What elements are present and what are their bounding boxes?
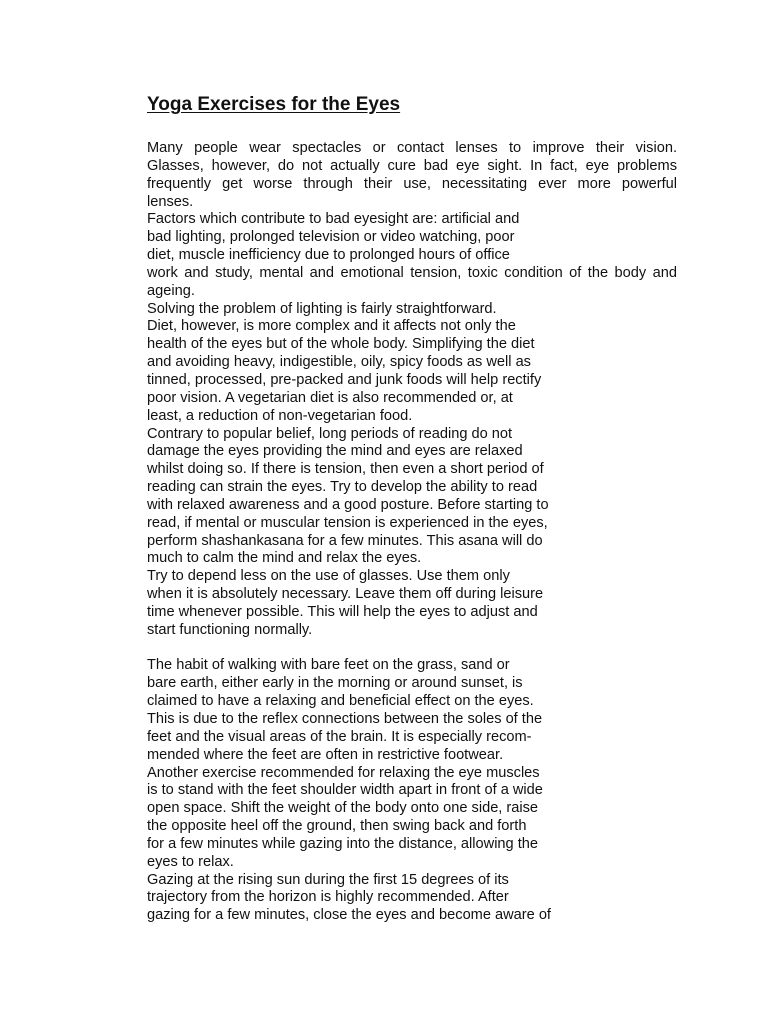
text-line: read, if mental or muscular tension is experienced in the eyes, [147,514,548,531]
text-line: bad lighting, prolonged television or video watching, poor [147,229,515,246]
text-line: Try to depend less on the use of glasses. Use them only [147,568,510,585]
text-line: frequently get worse through their use, necessitating ever more powerful [147,175,677,192]
text-line: diet, muscle inefficiency due to prolonged hours of office [147,247,510,264]
text-line: Diet, however, is more complex and it affects not only the [147,318,516,335]
text-line: health of the eyes but of the whole body. Simplifying the diet [147,336,535,353]
text-line: whilst doing so. If there is tension, then even a short period of [147,461,544,478]
text-line: reading can strain the eyes. Try to develop the ability to read [147,479,538,496]
text-line: much to calm the mind and relax the eyes. [147,550,422,567]
text-line: damage the eyes providing the mind and eyes are relaxed [147,443,523,460]
document-title: Yoga Exercises for the Eyes [147,94,401,115]
text-line: and avoiding heavy, indigestible, oily, spicy foods as well as [147,354,531,371]
text-line: work and study, mental and emotional tension, toxic condition of the body and [147,264,677,281]
document-body [147,140,677,925]
text-line: the opposite heel off the ground, then swing back and forth [147,818,527,835]
text-line: poor vision. A vegetarian diet is also recommended or, at [147,389,513,406]
text-line: bare earth, either early in the morning or around sunset, is [147,675,523,692]
text-line: least, a reduction of non-vegetarian food. [147,407,413,424]
text-line: The habit of walking with bare feet on the grass, sand or [147,657,510,674]
text-line: when it is absolutely necessary. Leave them off during leisure [147,586,544,603]
text-line: eyes to relax. [147,853,234,870]
text-line: Many people wear spectacles or contact lenses to improve their vision. [147,140,677,156]
text-line: for a few minutes while gazing into the distance, allowing the [147,835,539,852]
text-line: Contrary to popular belief, long periods of reading do not [147,425,513,442]
text-line: This is due to the reflex connections between the soles of the [147,711,543,727]
text-line: start functioning normally. [147,621,313,638]
text-line: Factors which contribute to bad eyesight are: artificial and [147,211,520,228]
text-line: open space. Shift the weight of the body onto one side, raise [147,800,539,817]
text-line: lenses. [147,193,194,210]
text-line: time whenever possible. This will help the eyes to adjust and [147,603,538,620]
paragraph-gap [147,640,677,658]
text-line: Gazing at the rising sun during the first 15 degrees of its [147,871,509,888]
text-line: feet and the visual areas of the brain. It is especially recom- [147,728,532,745]
text-line: mended where the feet are often in restrictive footwear. [147,746,504,763]
text-line: tinned, processed, pre-packed and junk foods will help rectify [147,371,542,388]
text-line: gazing for a few minutes, close the eyes and become aware of [147,907,551,924]
text-line: perform shashankasana for a few minutes. This asana will do [147,532,543,549]
text-line: ageing. [147,282,195,299]
text-line: claimed to have a relaxing and beneficial effect on the eyes. [147,693,534,710]
text-line: trajectory from the horizon is highly recommended. After [147,889,509,906]
text-line: Another exercise recommended for relaxing the eye muscles [147,764,540,781]
text-line: is to stand with the feet shoulder width apart in front of a wide [147,782,543,799]
text-line: with relaxed awareness and a good posture. Before starting to [147,496,549,513]
text-line: Glasses, however, do not actually cure bad eye sight. In fact, eye problems [147,157,677,174]
text-line: Solving the problem of lighting is fairly straightforward. [147,300,497,317]
